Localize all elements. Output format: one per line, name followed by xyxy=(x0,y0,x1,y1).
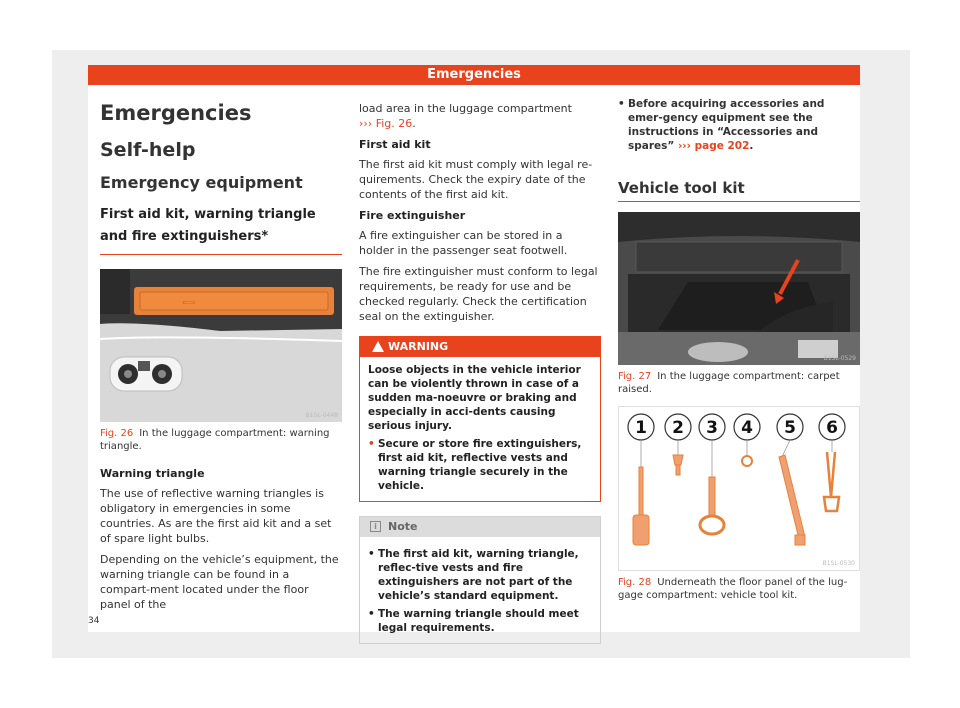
warning-body xyxy=(360,357,600,501)
figure-code: B1SL-0529 xyxy=(823,355,856,362)
bullet-icon: • xyxy=(368,548,375,560)
chapter-title: Emergencies xyxy=(100,101,252,125)
divider xyxy=(618,201,860,202)
fire-extinguisher-paragraph-2: The fire extinguisher must conform to legal requirements, be ready for use and be checked regularly. Check the certification seal on the extinguisher. xyxy=(359,265,598,323)
svg-text:⇐⇒: ⇐⇒ xyxy=(182,298,196,307)
note-label: Note xyxy=(388,520,418,533)
bullet-text: The first aid kit, warning triangle, reflec-tive vests and fire extinguishers are not part of the vehicle’s standard equipment. xyxy=(378,548,579,602)
paragraph-text: load area in the luggage compartment xyxy=(359,102,572,115)
tool-number-1: 1 xyxy=(635,418,647,438)
manual-page xyxy=(88,65,860,632)
figure-27-caption xyxy=(618,370,860,396)
figure-26-link[interactable]: ››› Fig. 26 xyxy=(359,117,413,130)
warning-triangle-paragraph-1: The use of reflective warning triangles is obligatory in emergencies in some countries. As are the first aid kit and a set of spare light bulbs. xyxy=(100,487,332,545)
bullet-item xyxy=(618,97,860,153)
fire-extinguisher-paragraph-1: A fire extinguisher can be stored in a holder in the passenger seat footwell. xyxy=(359,229,568,257)
caption-text: Underneath the floor panel of the lug-gage compartment: vehicle tool kit. xyxy=(618,577,848,601)
page-number: 34 xyxy=(88,616,100,626)
tool-number-6: 6 xyxy=(826,418,838,438)
note-icon: i xyxy=(370,521,381,532)
warning-triangle-compartment-illustration xyxy=(100,269,342,422)
caption-text: In the luggage compartment: warning triangle. xyxy=(100,428,330,452)
warning-text: Loose objects in the vehicle interior can be violently thrown in case of a sudden ma-noeuvre or braking and especially in acci-dents causing serious injury. xyxy=(368,364,581,432)
note-bullet-1 xyxy=(368,547,592,603)
tool-number-3: 3 xyxy=(706,418,718,438)
note-header xyxy=(360,517,600,537)
continued-paragraph xyxy=(359,101,601,131)
warning-header xyxy=(360,337,600,357)
divider xyxy=(100,254,342,255)
chapter-header: Emergencies xyxy=(88,65,860,85)
section-title: Self-help xyxy=(100,139,196,161)
caption-text: In the luggage compartment: carpet raised. xyxy=(618,371,840,395)
figure-26-image xyxy=(100,269,342,422)
tool-number-5: 5 xyxy=(784,418,796,438)
bullet-icon: • xyxy=(618,98,625,110)
bullet-text: Secure or store fire extinguishers, first aid kit, reflective vests and warning triangle securely in the vehicle. xyxy=(378,438,582,492)
first-aid-kit-paragraph: The first aid kit must comply with legal re-quirements. Check the expiry date of the contents of the first aid kit. xyxy=(359,158,593,201)
subsection-title: Emergency equipment xyxy=(100,173,303,192)
tool-number-4: 4 xyxy=(741,418,753,438)
figure-26-caption xyxy=(100,427,342,453)
figure-code: B1SL-0530 xyxy=(822,560,855,567)
figure-27-image xyxy=(618,212,860,365)
first-aid-kit-heading: First aid kit xyxy=(359,138,431,151)
accessories-bullet xyxy=(618,97,860,153)
note-body xyxy=(360,537,600,643)
figure-28-caption xyxy=(618,576,860,602)
column-left xyxy=(100,95,342,612)
tool-kit-title: Vehicle tool kit xyxy=(618,179,745,197)
warning-bullet xyxy=(368,437,592,493)
column-middle xyxy=(359,95,601,644)
period: . xyxy=(412,117,416,130)
figure-label: Fig. 28 xyxy=(618,577,652,588)
tool-number-2: 2 xyxy=(672,418,684,438)
bullet-text: The warning triangle should meet legal requirements. xyxy=(378,608,579,634)
warning-icon xyxy=(372,341,384,352)
warning-box xyxy=(359,336,601,502)
warning-triangle-paragraph-2: Depending on the vehicle’s equipment, the warning triangle can be found in a compart-ment located under the floor panel of the xyxy=(100,553,339,611)
note-bullet-2 xyxy=(368,607,592,635)
figure-label: Fig. 27 xyxy=(618,371,652,382)
topic-title: First aid kit, warning triangle and fire extinguishers* xyxy=(100,207,316,244)
period: . xyxy=(749,140,754,152)
tool-kit-illustration xyxy=(619,407,860,571)
bullet-text: Before acquiring accessories and emer-gency equipment see the instructions in “Accessories and spares” xyxy=(628,98,825,152)
warning-label: WARNING xyxy=(388,340,449,353)
warning-triangle-heading: Warning triangle xyxy=(100,467,205,480)
column-right xyxy=(618,95,860,602)
bullet-icon: • xyxy=(368,608,375,620)
page-202-link[interactable]: ››› page 202 xyxy=(677,140,750,152)
figure-label: Fig. 26 xyxy=(100,428,134,439)
figure-code: B1SL-0448 xyxy=(305,412,338,419)
bullet-icon: • xyxy=(368,438,375,450)
luggage-compartment-illustration xyxy=(618,212,860,365)
figure-28-image xyxy=(618,406,860,571)
note-box xyxy=(359,516,601,644)
fire-extinguisher-heading: Fire extinguisher xyxy=(359,209,466,222)
